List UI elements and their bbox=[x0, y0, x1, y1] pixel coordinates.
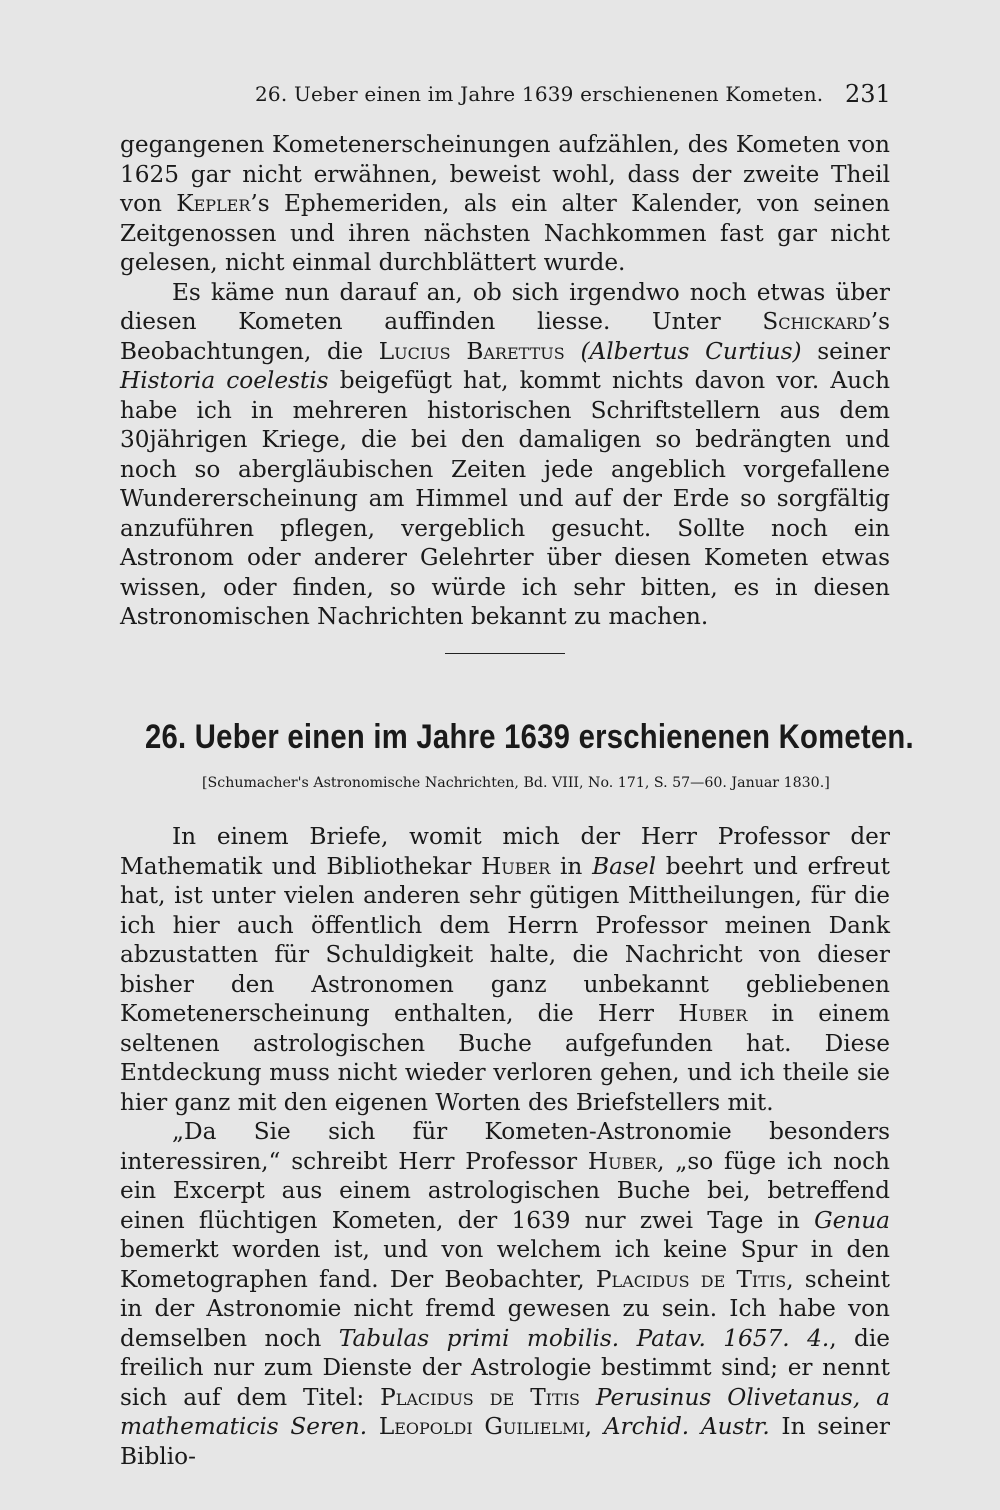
paragraph bbox=[120, 130, 890, 278]
italic-text: Archid. Austr. bbox=[603, 1413, 770, 1440]
text-run: „Da Sie sich für Kometen-Astronomie besonders interessiren,“ schreibt Herr Professor bbox=[120, 1118, 890, 1175]
paragraph bbox=[120, 278, 890, 632]
text-run: beigefügt hat, kommt nichts davon vor. Auch habe ich in mehreren historischen Schriftstellern aus dem 30jährigen Kriege, die bei den damaligen so bedrängten und noch so abergläubischen Zeiten jede angeblich vorgefallene Wundererscheinung am Himmel und auf der Erde so sorgfältig anzuführen pflegen, vergeblich gesucht. Sollte noch ein Astronom oder anderer Gelehrter über diesen Kometen etwas wissen, oder finden, so würde ich sehr bitten, es in diesen Astronomischen Nachrichten bekannt zu machen. bbox=[120, 367, 891, 630]
paragraph bbox=[120, 822, 890, 1117]
text-run: , die freilich nur zum Dienste der Astrologie bestimmt sind; er nennt sich auf dem Titel: bbox=[120, 1324, 890, 1411]
text-run: seiner bbox=[801, 337, 890, 365]
text-run: gegangenen Kometenerscheinungen aufzählen, des Kometen von 1625 gar nicht erwähnen, beweist wohl, dass der zweite Theil von bbox=[120, 131, 890, 217]
text-run: In einem Briefe, womit mich der Herr Professor der Mathematik und Bibliothekar bbox=[120, 823, 890, 880]
author-name: Schickard bbox=[762, 308, 871, 335]
section-title: 26. Ueber einen im Jahre 1639 erschienenen Kometen. bbox=[145, 718, 914, 756]
text-run: bemerkt worden ist, und von welchem ich keine Spur in den Kometographen fand. Der Beobachter, bbox=[120, 1236, 890, 1293]
work-title: Historia coelestis bbox=[120, 367, 329, 394]
page-number: 231 bbox=[845, 80, 891, 108]
italic-text: Perusinus Olivetanus, a mathematicis Seren. bbox=[120, 1383, 890, 1440]
text-run: ’s Beobachtungen, die bbox=[120, 308, 890, 365]
bottom-text-block bbox=[120, 822, 890, 1471]
author-name: Huber bbox=[587, 1147, 658, 1175]
work-title: Tabulas primi mobilis. Patav. 1657. 4. bbox=[338, 1324, 830, 1352]
source-citation: [Schumacher's Astronomische Nachrichten, Bd. VIII, No. 171, S. 57—60. Januar 1830.] bbox=[202, 775, 830, 791]
author-name: Kepler bbox=[176, 190, 251, 217]
text-run: beehrt und erfreut hat, ist unter vielen anderen sehr gütigen Mittheilungen, für die ich hier auch öffentlich dem Herrn Professor meinen Dank abzustatten für Schuldigkeit halte, die Nachricht von dieser bisher den Astronomen ganz unbekannt gebliebenen Kometenerscheinung enthalten, die Herr bbox=[120, 852, 890, 1027]
section-divider bbox=[445, 653, 565, 654]
place-name: Genua bbox=[814, 1206, 890, 1234]
text-run: , scheint in der Astronomie nicht fremd gewesen zu sein. Ich habe von demselben noch bbox=[120, 1265, 890, 1352]
text-run: in einem seltenen astrologischen Buche aufgefunden hat. Diese Entdeckung muss nicht wieder verloren gehen, und ich theile sie hier ganz mit den eigenen Worten des Briefstellers mit. bbox=[120, 1000, 890, 1116]
text-run: In seiner Biblio- bbox=[120, 1413, 891, 1470]
paragraph bbox=[120, 1117, 890, 1471]
place-name: Basel bbox=[592, 852, 657, 880]
text-run: in bbox=[550, 852, 593, 880]
text-run: ’s Ephemeriden, als ein alter Kalender, von seinen Zeitgenossen und ihren nächsten Nachkommen fast gar nicht gelesen, nicht einmal durchblättert wurde. bbox=[120, 190, 890, 276]
author-name: Placidus de Titis bbox=[595, 1265, 787, 1293]
author-name: Leopoldi Guilielmi, bbox=[378, 1413, 593, 1440]
italic-text: (Albertus Curtius) bbox=[580, 337, 802, 365]
text-run: , „so füge ich noch ein Excerpt aus einem astrologischen Buche bei, betreffend einen flüchtigen Kometen, der 1639 nur zwei Tage in bbox=[120, 1147, 890, 1234]
author-name: Placidus de Titis bbox=[380, 1383, 580, 1411]
author-name: Huber bbox=[678, 1000, 748, 1027]
author-name: Huber bbox=[481, 852, 551, 880]
text-run: Es käme nun darauf an, ob sich irgendwo noch etwas über diesen Kometen auffinden liesse. Unter bbox=[120, 278, 890, 335]
top-text-block bbox=[120, 130, 890, 632]
author-name: Lucius Barettus bbox=[378, 337, 565, 365]
running-header: 26. Ueber einen im Jahre 1639 erschienenen Kometen. bbox=[255, 82, 824, 106]
